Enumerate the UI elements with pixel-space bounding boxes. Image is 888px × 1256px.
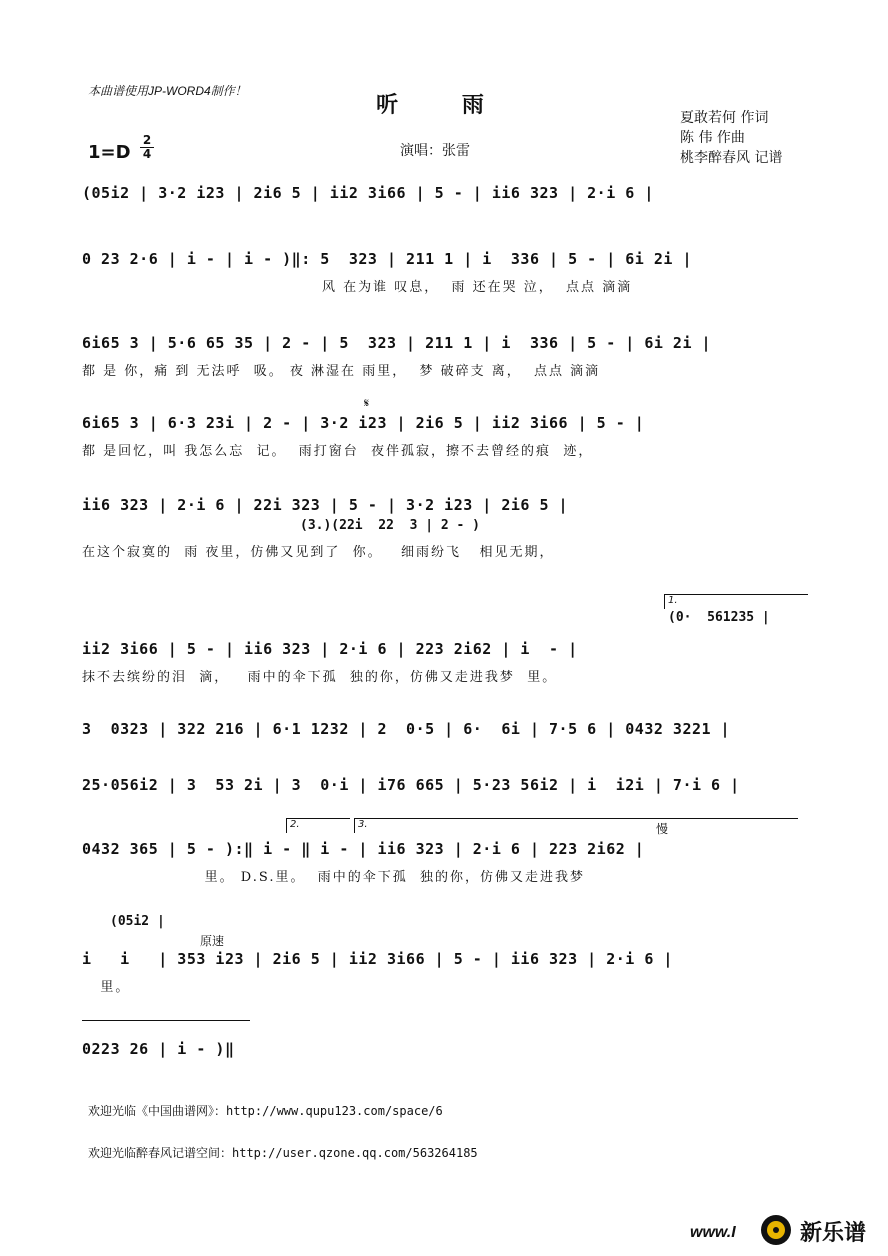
tool-note: 本曲谱使用JP-WORD4制作！ [88,84,247,98]
ending-bracket [82,1020,250,1021]
notes: 0 23 2·6 | i - | i - )‖: 5 323 | 211 1 | i 336 | 5 - | 6i 2i | [82,250,692,268]
notes: 6i65 3 | 6·3 23i | 2 - | 3·2 i23 | 2i6 5 | ii2 3i66 | 5 - | [82,414,645,432]
time-signature [140,134,154,161]
transcriber-credit: 桃李醉春风 记谱 [680,150,783,166]
logo-url: www.I [690,1224,736,1241]
score-line-4 [82,396,812,459]
song-title: 听 雨 [376,92,512,118]
segno-icon: 𝄋 [364,396,370,410]
tempo-original: 原速 [200,934,225,948]
meter-bottom: 4 [142,147,152,161]
score-line-9 [82,818,812,885]
meter-top: 2 [140,134,154,148]
notes: ii6 323 | 2·i 6 | 22i 323 | 5 - | 3·2 i23 | 2i6 5 | [82,496,569,514]
notes: 3 0323 | 322 216 | 6·1 1232 | 2 0·5 | 6· 6i | 7·5 6 | 0432 3221 | [82,720,731,738]
lyrics: 都 是回忆，叫 我怎么忘 记。 雨打窗台 夜伴孤寂，擦不去曾经的痕 迹， [82,444,594,459]
score-line-6 [82,594,812,685]
footer-link-2[interactable]: 欢迎光临醉春风记谱空间：http://user.qzone.qq.com/563264185 [88,1146,478,1160]
lyrics: 都 是 你，痛 到 无法呼 吸。 夜 淋湿在 雨里， 梦 破碎支 离， 点点 滴滴 [82,364,601,379]
score-line-2 [82,250,812,295]
lyrics: 抹不去缤纷的泪 滴， 雨中的伞下孤 独的你，仿佛又走进我梦 里。 [82,670,558,685]
volta-1: 1. [664,594,808,609]
volta-3: 3. [354,818,798,833]
lyrics: 里。 D.S.里。 雨中的伞下孤 独的你，仿佛又走进我梦 [82,870,585,885]
footer-link-1[interactable]: 欢迎光临《中国曲谱网》：http://www.qupu123.com/space/6 [88,1104,443,1118]
record-icon [760,1214,792,1246]
lyrics: 在这个寂寞的 雨 夜里，仿佛又见到了 你。 细雨纷飞 相见无期， [82,545,555,560]
score-line-10 [82,914,812,995]
score-line-5 [82,496,812,560]
score-line-1 [82,184,812,202]
lyricist-credit: 夏敢若何 作词 [680,110,769,126]
score-line-3 [82,334,812,379]
score-line-11 [82,1040,812,1058]
notes: 25·056i2 | 3 53 2i | 3 0·i | i76 665 | 5·23 56i2 | i i2i | 7·i 6 | [82,776,740,794]
score-line-8 [82,776,812,794]
lyrics: 风 在为谁 叹息， 雨 还在哭 泣， 点点 滴滴 [322,280,633,295]
intro-notes: (05i2 | [110,914,165,929]
lyrics: 里。 [82,980,131,995]
tempo-slow: 慢 [656,822,669,836]
key-signature: 1=D [88,142,131,163]
score-line-7 [82,720,812,738]
singer-credit: 演唱：张雷 [400,143,470,159]
alternate-notes: (3.)(22i 22 3 | 2 - ) [300,518,481,533]
logo-text: 新乐谱 [800,1221,867,1246]
composer-credit: 陈 伟 作曲 [680,130,745,146]
notes: ii2 3i66 | 5 - | ii6 323 | 2·i 6 | 223 2i62 | i - | [82,640,578,658]
notes: 0432 365 | 5 - ):‖ i - ‖ i - | ii6 323 | 2·i 6 | 223 2i62 | [82,840,645,858]
credits [680,108,782,168]
notes: 0223 26 | i - )‖ [82,1040,235,1058]
notes: 6i65 3 | 5·6 65 35 | 2 - | 5 323 | 211 1 | i 336 | 5 - | 6i 2i | [82,334,712,352]
notes: (05i2 | 3·2 i23 | 2i6 5 | ii2 3i66 | 5 - | ii6 323 | 2·i 6 | [82,184,654,202]
ending-notes: (0· 561235 | [668,610,770,625]
volta-2: 2. [286,818,350,833]
notes: i i | 353 i23 | 2i6 5 | ii2 3i66 | 5 - | ii6 323 | 2·i 6 | [82,950,673,968]
